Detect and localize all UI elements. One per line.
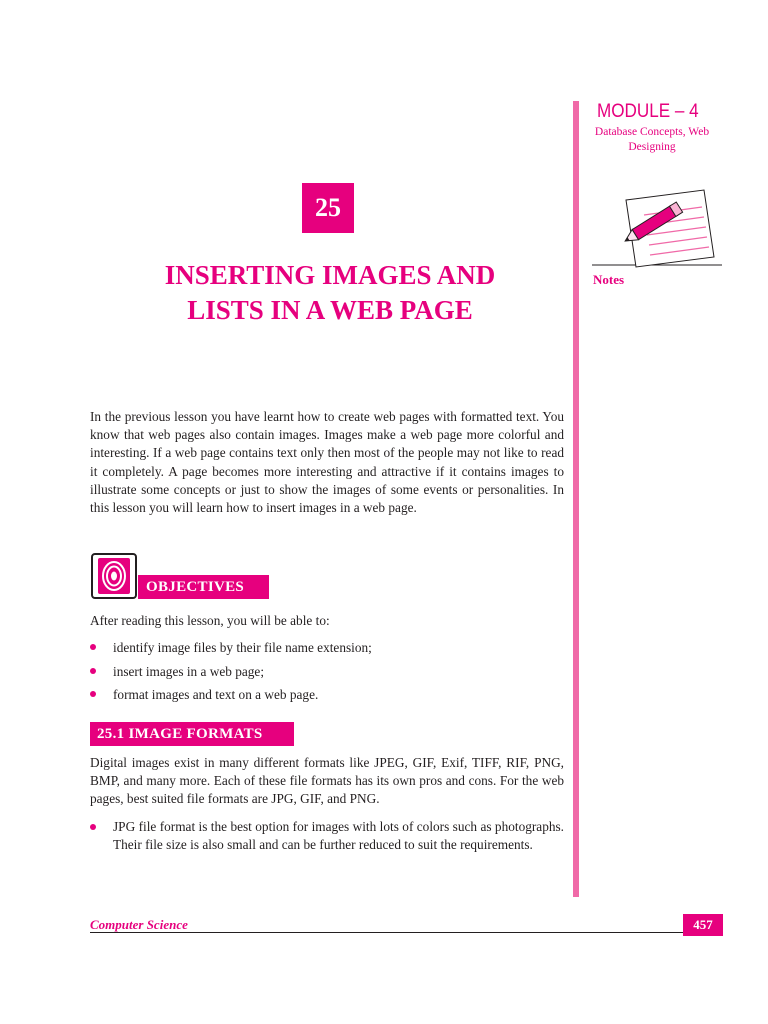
page-number: 457: [683, 914, 723, 936]
list-item: [90, 663, 564, 687]
module-title: MODULE – 4: [597, 101, 699, 122]
format-bullet: [90, 818, 564, 854]
section-heading: 25.1 IMAGE FORMATS: [90, 722, 294, 746]
chapter-title-line-1: INSERTING IMAGES AND: [164, 260, 496, 290]
chapter-title: [100, 258, 560, 328]
objectives-lead: After reading this lesson, you will be able to:: [90, 613, 330, 628]
list-item-text: insert images in a web page;: [113, 663, 265, 679]
module-subtitle: Database Concepts, Web Designing: [594, 126, 710, 153]
list-item-text: identify image files by their file name extension;: [113, 640, 372, 655]
objectives-list: [90, 639, 564, 710]
list-item-text: format images and text on a web page.: [113, 687, 319, 702]
bullet-icon: [90, 644, 96, 650]
margin-divider: [573, 101, 579, 897]
objectives-target-icon: [91, 553, 137, 599]
bullet-icon: [90, 824, 96, 830]
footer-subject: Computer Science: [90, 917, 188, 932]
list-item: [90, 686, 564, 710]
notes-pencil-icon: [592, 185, 722, 270]
list-item: [90, 639, 564, 663]
format-bullet-text: JPG file format is the best option for images with lots of colors such as photographs. Their file size is also small and can be further reduced to suit the requirements.: [113, 819, 564, 853]
chapter-title-line-2: LISTS IN A WEB PAGE: [187, 295, 473, 325]
bullet-icon: [90, 691, 96, 697]
notes-label: Notes: [593, 272, 625, 287]
section-paragraph: Digital images exist in many different formats like JPEG, GIF, Exif, TIFF, RIF, PNG, BMP, and many more. Each of these file formats has its own pros and cons. For the web pages, best suited file formats are JPG, GIF, and PNG.: [90, 755, 564, 807]
intro-paragraph: In the previous lesson you have learnt how to create web pages with formatted text. You know that web pages also contain images. Images make a web page more colorful and interesting. If a web page contains text only then most of the people may not like to read it completely. A page becomes more interesting and attractive if it contains images to illustrate some concepts or just to show the images of some events or personalities. In this lesson you will learn how to insert images in a web page.: [90, 409, 564, 516]
bullet-icon: [90, 668, 96, 674]
chapter-number: 25: [302, 183, 354, 233]
objectives-heading: OBJECTIVES: [138, 575, 269, 599]
